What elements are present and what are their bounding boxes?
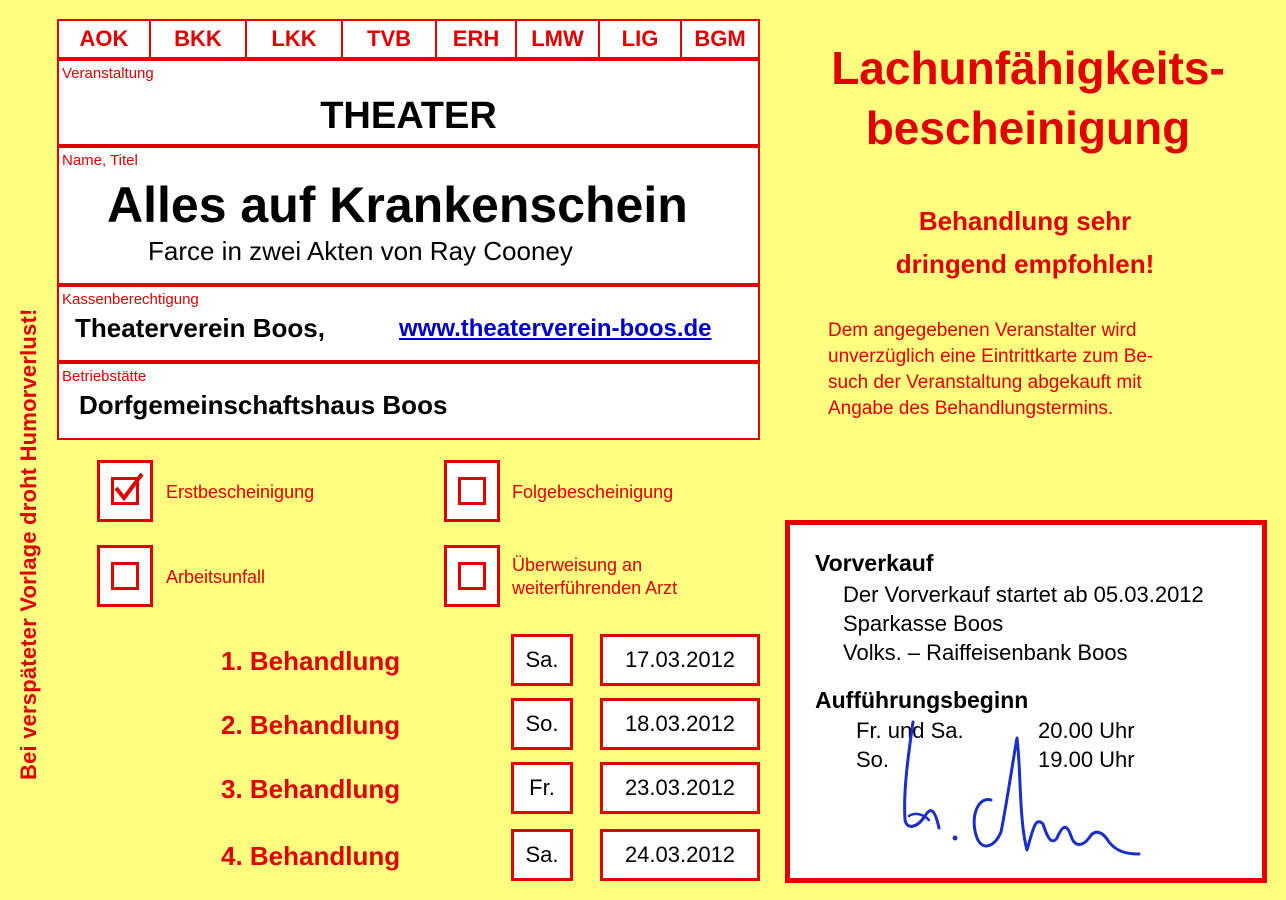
performance-time: 20.00 Uhr — [1038, 718, 1135, 743]
behandlung-label: 3. Behandlung — [221, 774, 401, 804]
checkbox-square — [111, 477, 139, 505]
behandlung-day: Sa. — [511, 829, 573, 881]
performance-days: Fr. und Sa. — [856, 718, 964, 743]
kassenberechtigung-field — [57, 285, 760, 362]
behandlung-date: 18.03.2012 — [600, 698, 760, 750]
field-label: Betriebstätte — [62, 368, 147, 385]
behandlung-label: 1. Behandlung — [221, 646, 401, 676]
name-titel-field — [57, 146, 760, 285]
betriebsstaette-field — [57, 362, 760, 440]
urgent-recommendation — [770, 200, 1280, 286]
performance-days: So. — [856, 747, 890, 772]
note-line: such der Veranstaltung abgekauft mit — [828, 372, 1142, 393]
venue-name: Dorfgemeinschaftshaus Boos — [79, 390, 448, 420]
insurance-code: LKK — [247, 21, 343, 57]
behandlung-day: So. — [511, 698, 573, 750]
urgent-line: dringend empfohlen! — [895, 249, 1155, 279]
signature-image — [895, 720, 1155, 870]
vorverkauf-line: Volks. – Raiffeisenbank Boos — [843, 640, 1128, 665]
checkbox-square — [458, 562, 486, 590]
arbeitsunfall-checkbox[interactable] — [97, 545, 153, 607]
insurance-code: TVB — [343, 21, 437, 57]
insurance-code: LIG — [600, 21, 682, 57]
urgent-line: Behandlung sehr — [918, 206, 1132, 236]
note-line: unverzüglich eine Eintrittkarte zum Be- — [828, 346, 1154, 367]
checkbox-label-line: weiterführenden Arzt — [512, 578, 678, 598]
checkbox-label-line: Überweisung an — [512, 555, 643, 575]
checkbox-label: Erstbescheinigung — [166, 482, 315, 502]
note-line: Dem angegebenen Veranstalter wird — [828, 320, 1137, 341]
check-icon — [110, 470, 146, 506]
organizer-name: Theaterverein Boos, — [75, 313, 325, 343]
instruction-note — [828, 318, 1248, 422]
field-label: Kassenberechtigung — [62, 291, 199, 308]
folgebescheinigung-checkbox[interactable] — [444, 460, 500, 522]
insurance-code: BKK — [151, 21, 247, 57]
behandlung-date: 23.03.2012 — [600, 762, 760, 814]
checkbox-square — [458, 477, 486, 505]
behandlung-label: 4. Behandlung — [221, 841, 401, 871]
veranstaltung-field — [57, 59, 760, 146]
behandlung-date: 17.03.2012 — [600, 634, 760, 686]
insurance-code: LMW — [517, 21, 600, 57]
checkbox-label: Arbeitsunfall — [166, 567, 266, 587]
play-subtitle: Farce in zwei Akten von Ray Cooney — [148, 236, 573, 266]
insurance-row — [57, 19, 760, 59]
behandlung-date: 24.03.2012 — [600, 829, 760, 881]
behandlung-label: 2. Behandlung — [221, 710, 401, 740]
checkbox-label: Folgebescheinigung — [512, 482, 674, 502]
performance-time: 19.00 Uhr — [1038, 747, 1135, 772]
insurance-code: AOK — [59, 21, 151, 57]
insurance-code: BGM — [694, 26, 746, 51]
vorverkauf-line: Sparkasse Boos — [843, 611, 1004, 636]
field-label: Veranstaltung — [62, 65, 154, 82]
checkbox-square — [111, 562, 139, 590]
insurance-code: ERH — [437, 21, 517, 57]
checkbox-label — [512, 554, 677, 600]
erstbescheinigung-checkbox[interactable] — [97, 460, 153, 522]
certificate-title-line: bescheinigung — [865, 102, 1191, 154]
behandlung-day: Fr. — [511, 762, 573, 814]
ueberweisung-checkbox[interactable] — [444, 545, 500, 607]
play-title: Alles auf Krankenschein — [107, 177, 688, 233]
website-link[interactable]: www.theaterverein-boos.de — [399, 315, 712, 342]
auffuehrung-heading: Aufführungsbeginn — [815, 687, 1029, 713]
certificate-title-line: Lachunfähigkeits- — [831, 42, 1225, 94]
vorverkauf-line: Der Vorverkauf startet ab 05.03.2012 — [843, 582, 1204, 607]
event-type: THEATER — [320, 95, 497, 137]
note-line: Angabe des Behandlungstermins. — [828, 398, 1114, 419]
side-notice: Bei verspäteter Vorlage droht Humorverlust! — [16, 308, 41, 780]
behandlung-day: Sa. — [511, 634, 573, 686]
field-label: Name, Titel — [62, 152, 138, 169]
vorverkauf-heading: Vorverkauf — [815, 550, 934, 576]
certificate-title — [770, 38, 1286, 158]
